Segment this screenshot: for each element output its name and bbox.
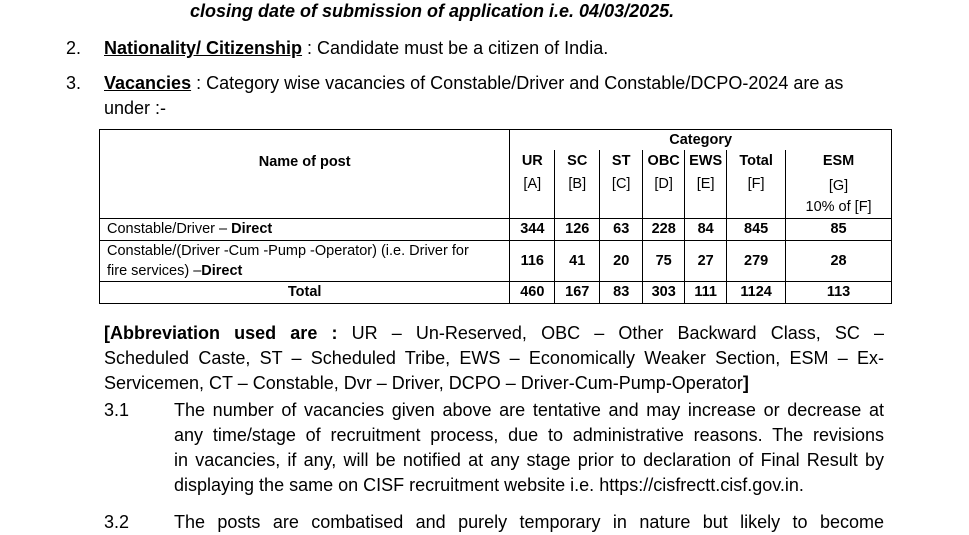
row-1-name-plain: Constable/Driver –: [107, 221, 232, 237]
nationality-text: : Candidate must be a citizen of India.: [302, 38, 609, 58]
abbreviation-close-bracket: ]: [742, 373, 749, 393]
item-3-line-1: [104, 72, 843, 94]
row-2-ur: 116: [510, 240, 555, 281]
total-ur: 460: [510, 281, 555, 303]
row-1-name: [100, 218, 510, 240]
col-esm-note: 10% of [F]: [805, 198, 872, 215]
sub-3-1-line-2: any time/stage of recruitment process, due to administrative reasons. The revisions: [174, 425, 884, 445]
total-st: 83: [600, 281, 643, 303]
col-total-code: [F]: [727, 173, 786, 219]
col-st-code: [C]: [600, 173, 643, 219]
total-label: Total: [100, 281, 510, 303]
sub-3-1-number: 3.1: [104, 400, 130, 420]
row-1-ur: 344: [510, 218, 555, 240]
row-1-total: 845: [727, 218, 786, 240]
sub-3-1-line-4: displaying the same on CISF recruitment website i.e. https://cisfrectt.cisf.gov.in.: [174, 475, 804, 495]
sub-3-1-paragraph: [174, 398, 884, 498]
total-obc: 303: [643, 281, 685, 303]
col-total-label: Total: [727, 150, 786, 173]
total-total: 1124: [727, 281, 786, 303]
col-ur-label: UR: [510, 150, 555, 173]
col-esm-label: ESM: [786, 150, 892, 173]
closing-date-line: closing date of submission of application i.e. 04/03/2025.: [190, 1, 675, 21]
row-2-name-bold: Direct: [201, 262, 243, 279]
sub-3-2-paragraph: [174, 510, 884, 535]
table-row: [100, 218, 892, 240]
abbreviation-line-1: [104, 321, 884, 346]
total-esm: 113: [786, 281, 892, 303]
col-st-label: ST: [600, 150, 643, 173]
row-1-ews: 84: [685, 218, 727, 240]
nationality-heading: Nationality/ Citizenship: [104, 38, 303, 58]
col-ews-label: EWS: [685, 150, 727, 173]
col-esm-code-cell: [786, 173, 892, 219]
vacancy-table: [99, 129, 892, 304]
table-row: [100, 240, 892, 281]
name-of-post-header: Name of post: [100, 130, 510, 219]
row-1-st: 63: [600, 218, 643, 240]
col-obc-code: [D]: [643, 173, 685, 219]
item-2-line: [104, 37, 608, 59]
row-1-sc: 126: [555, 218, 600, 240]
row-1-name-bold: Direct: [231, 221, 273, 237]
vacancies-heading: Vacancies: [104, 73, 192, 93]
abbreviation-line-2: Scheduled Caste, ST – Scheduled Tribe, EWS – Economically Weaker Section, ESM – Ex-: [104, 348, 884, 368]
row-2-name-line-2: fire services) –: [107, 262, 202, 279]
sub-3-1-line-3: in vacancies, if any, will be notified at any stage prior to declaration of Final Result by: [174, 450, 884, 470]
abbreviation-line-3: [104, 371, 884, 396]
row-2-sc: 41: [555, 240, 600, 281]
item-3-number: 3.: [66, 73, 82, 93]
col-esm-code: [G]: [828, 177, 849, 194]
total-sc: 167: [555, 281, 600, 303]
table-total-row: [100, 281, 892, 303]
row-2-name-line-1: Constable/(Driver -Cum -Pump -Operator) (i.e. Driver for: [107, 242, 469, 259]
row-2-obc: 75: [643, 240, 685, 281]
row-2-total: 279: [727, 240, 786, 281]
sub-3-2-number: 3.2: [104, 512, 130, 532]
sub-3-1-line-1: The number of vacancies given above are tentative and may increase or decrease at: [174, 400, 884, 420]
abbreviation-line-1-text: UR – Un-Reserved, OBC – Other Backward Class, SC –: [337, 323, 885, 343]
col-obc-label: OBC: [643, 150, 685, 173]
abbreviation-lead: [Abbreviation used are :: [104, 323, 338, 343]
row-1-obc: 228: [643, 218, 685, 240]
row-2-st: 20: [600, 240, 643, 281]
vacancies-text-2: under :-: [104, 98, 167, 118]
total-ews: 111: [685, 281, 727, 303]
abbreviation-line-3-text: Servicemen, CT – Constable, Dvr – Driver, DCPO – Driver-Cum-Pump-Operator: [104, 373, 743, 393]
vacancies-text-1: : Category wise vacancies of Constable/Driver and Constable/DCPO-2024 are as: [191, 73, 844, 93]
col-ews-code: [E]: [685, 173, 727, 219]
sub-3-2-line-1: The posts are combatised and purely temporary in nature but likely to become: [174, 512, 884, 532]
col-ur-code: [A]: [510, 173, 555, 219]
row-2-name: [100, 240, 510, 281]
row-2-esm: 28: [786, 240, 892, 281]
row-2-ews: 27: [685, 240, 727, 281]
item-2-number: 2.: [66, 38, 82, 58]
abbreviation-paragraph: [104, 321, 884, 396]
row-1-esm: 85: [786, 218, 892, 240]
col-sc-code: [B]: [555, 173, 600, 219]
col-sc-label: SC: [555, 150, 600, 173]
category-header: Category: [510, 130, 892, 150]
